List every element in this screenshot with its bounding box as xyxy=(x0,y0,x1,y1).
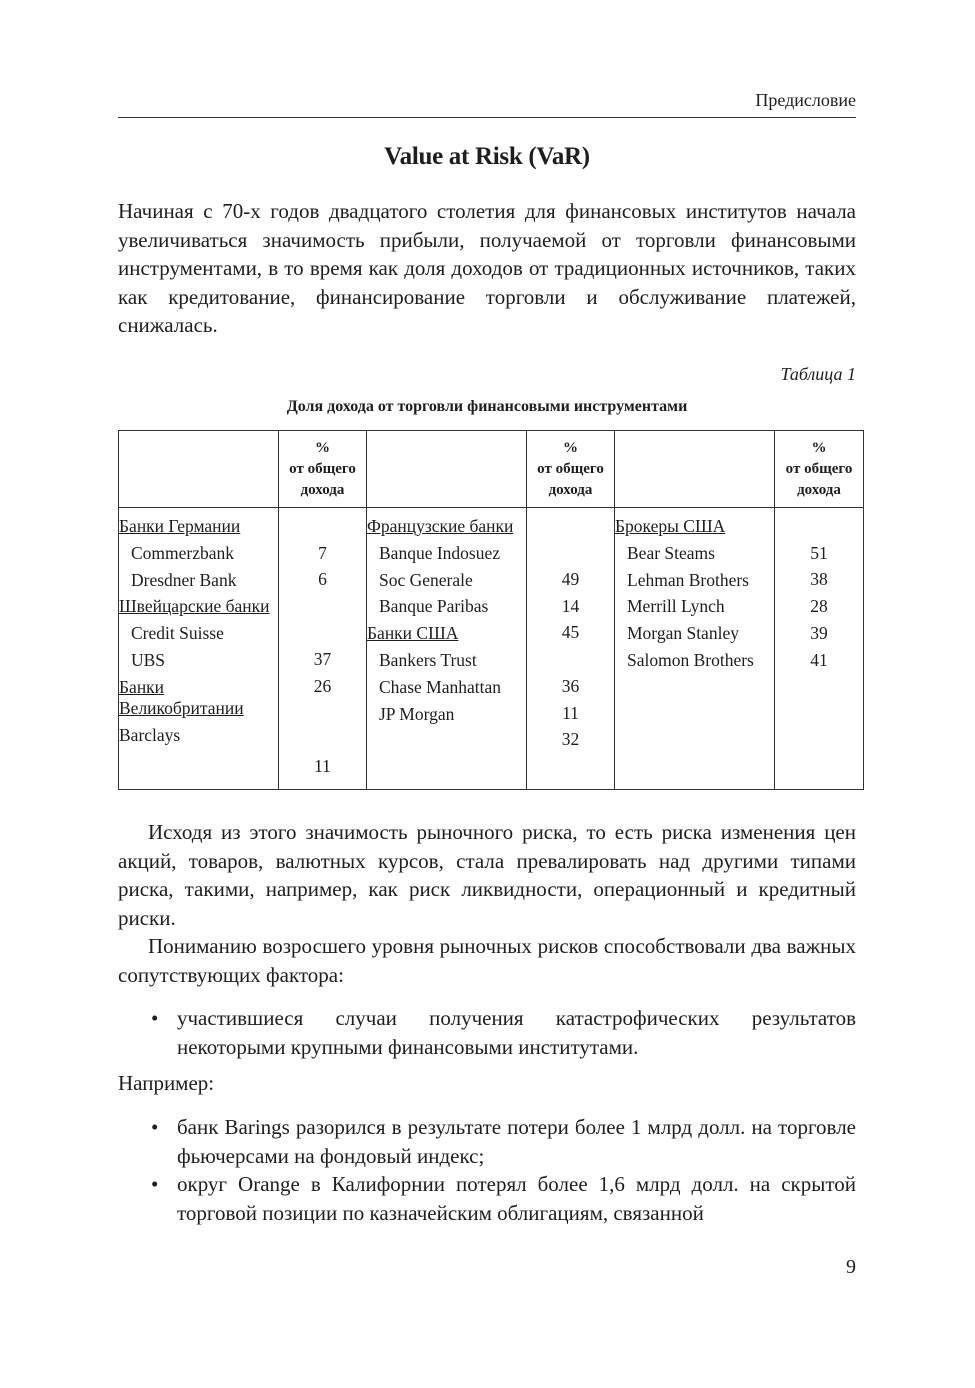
group-label: Банки США xyxy=(367,623,459,644)
table-header-row xyxy=(119,431,864,508)
pct-value: 49 xyxy=(561,569,580,589)
values-col-3 xyxy=(775,508,864,790)
running-header-text: Предисловие xyxy=(755,90,856,110)
bank-name: Chase Manhattan xyxy=(379,676,501,697)
names-col-3 xyxy=(615,508,775,790)
pct-value: 28 xyxy=(810,596,828,617)
pct-value: 51 xyxy=(810,542,828,563)
pct-value: 39 xyxy=(810,622,828,643)
examples-list xyxy=(118,1113,856,1227)
body-paragraph-1: Исходя из этого значимость рыночного риска, то есть риска изменения цен акций, товаров, валютных курсов, стала превалировать над другими типами риска, такими, например, как риск ликвидности, операционный и кредитный риски. xyxy=(118,820,856,930)
header-pct-3: % от общего дохода xyxy=(775,431,864,508)
list-item xyxy=(118,1004,856,1061)
factors-list xyxy=(118,1004,856,1061)
broker-name: Bear Steams xyxy=(627,543,715,563)
group-label: Брокеры США xyxy=(615,516,726,536)
bank-name: UBS xyxy=(131,650,166,671)
intro-paragraph: Начиная с 70-х годов двадцатого столетия для финансовых институтов начала увеличиваться значимость прибыли, получаемой от торговли финансовыми инструментами, в то время как доля доходов от традиционных источников, таких как кредитование, финансирование торговли и обслуживание платежей, снижалась. xyxy=(118,199,856,337)
table-body-row xyxy=(119,508,864,790)
bank-name: Barclays xyxy=(119,724,181,745)
bullet-icon: • xyxy=(151,1172,159,1196)
group-label: Банки Германии xyxy=(119,516,241,536)
page-number: 9 xyxy=(846,1256,856,1278)
pct-value: 45 xyxy=(561,622,580,643)
table-title: Доля дохода от торговли финансовыми инструментами xyxy=(286,398,688,415)
bank-name: JP Morgan xyxy=(379,703,455,724)
list-item-text: участившиеся случаи получения катастрофических результатов некоторыми крупными финансовыми институтами. xyxy=(177,1006,856,1059)
running-header xyxy=(118,90,856,118)
names-col-1 xyxy=(119,508,279,790)
bank-name: Commerzbank xyxy=(131,543,235,563)
values-col-2 xyxy=(527,508,615,790)
pct-value: 32 xyxy=(561,729,580,750)
list-item-text: округ Orange в Калифорнии потерял более 1,6 млрд долл. на скрытой торговой позиции по казначейским облигациям, связанной xyxy=(177,1172,856,1225)
header-empty-3 xyxy=(615,431,775,508)
pct-value: 6 xyxy=(318,569,327,590)
bank-name: Soc Generale xyxy=(379,569,473,590)
header-empty-2 xyxy=(367,431,527,508)
body-paragraph-2: Пониманию возросшего уровня рыночных рисков способствовали два важных сопутствующих фактора: xyxy=(118,934,856,987)
list-item-text: банк Barings разорился в результате потери более 1 млрд долл. на торговле фьючерсами на фондовый индекс; xyxy=(177,1115,856,1168)
group-label: Банки Великобритании xyxy=(119,676,244,718)
list-item xyxy=(118,1170,856,1227)
header-empty-1 xyxy=(119,431,279,508)
header-pct-1: % от общего дохода xyxy=(279,431,367,508)
table-caption: Таблица 1 xyxy=(780,364,856,384)
bank-name: Banque Indosuez xyxy=(379,543,501,563)
pct-value: 14 xyxy=(561,595,580,616)
pct-value: 7 xyxy=(318,542,327,563)
group-label: Французские банки xyxy=(367,516,514,536)
bullet-icon: • xyxy=(151,1006,159,1030)
bank-name: Dresdner Bank xyxy=(131,569,237,590)
broker-name: Morgan Stanley xyxy=(627,623,739,644)
pct-value: 26 xyxy=(313,675,332,696)
bank-name: Credit Suisse xyxy=(131,623,224,644)
header-pct-2: % от общего дохода xyxy=(527,431,615,508)
list-item xyxy=(118,1113,856,1170)
broker-name: Salomon Brothers xyxy=(627,649,754,670)
bank-name: Banque Paribas xyxy=(379,596,489,617)
pct-value: 41 xyxy=(810,649,828,670)
pct-value: 11 xyxy=(562,702,579,723)
pct-value: 11 xyxy=(314,755,331,776)
income-share-table xyxy=(118,430,864,790)
bullet-icon: • xyxy=(151,1115,159,1139)
names-col-2 xyxy=(367,508,527,790)
group-label: Швейцарские банки xyxy=(119,596,270,617)
broker-name: Merrill Lynch xyxy=(627,596,725,617)
example-label: Например: xyxy=(118,1071,215,1095)
bank-name: Bankers Trust xyxy=(379,650,477,671)
pct-value: 38 xyxy=(810,569,828,590)
values-col-1 xyxy=(279,508,367,790)
pct-value: 36 xyxy=(561,675,580,696)
broker-name: Lehman Brothers xyxy=(627,569,749,590)
section-title: Value at Risk (VaR) xyxy=(384,143,590,170)
pct-value: 37 xyxy=(313,649,332,670)
